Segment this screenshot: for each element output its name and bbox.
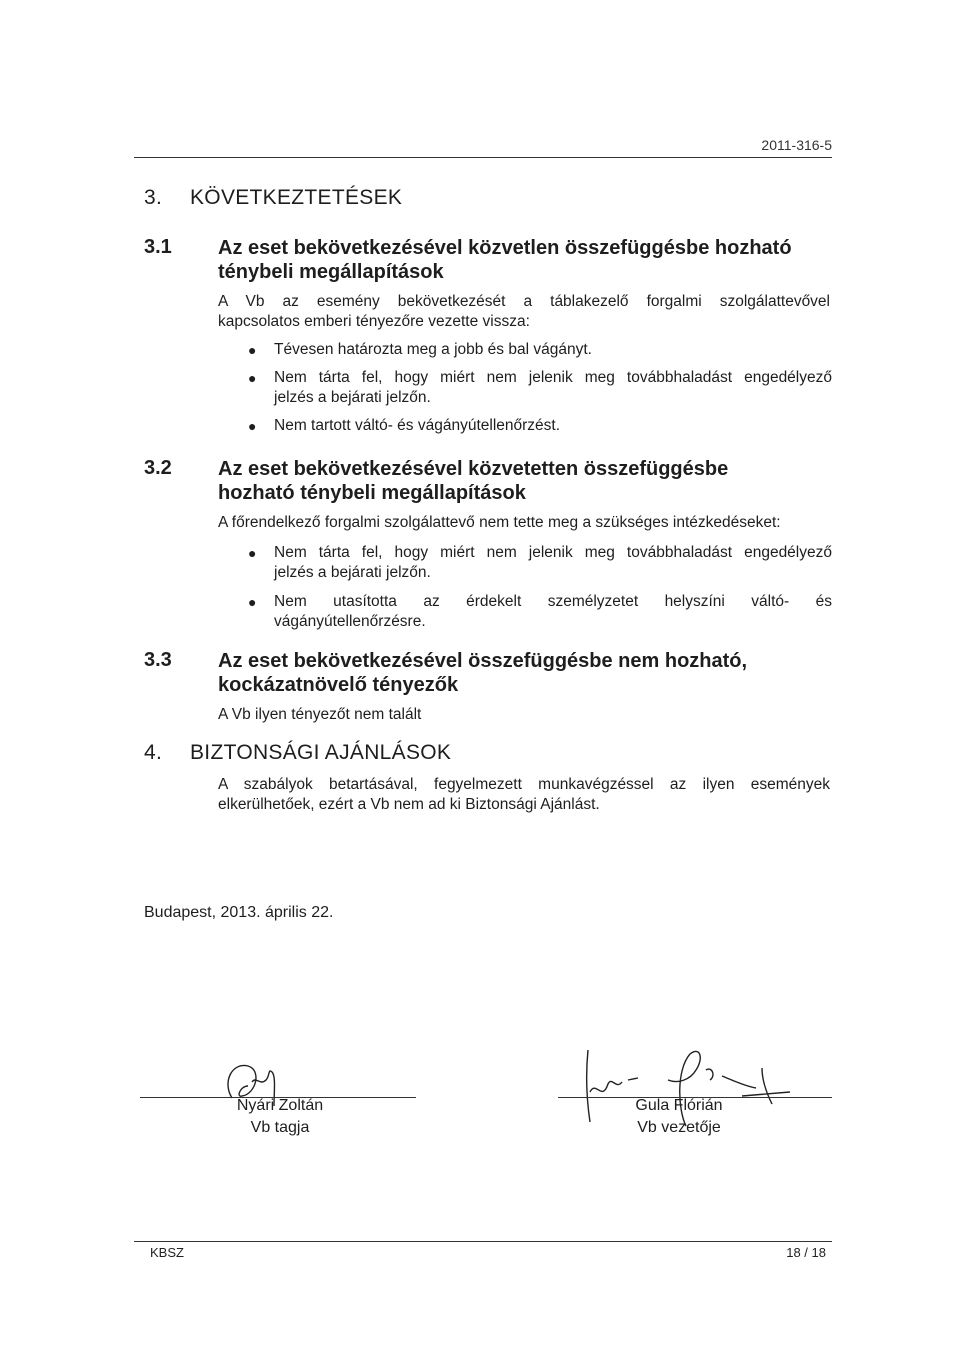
bullet-icon: ● — [248, 418, 257, 434]
list-item-text: Nem tartott váltó- és vágányútellenőrzést. — [274, 417, 561, 434]
bullet-icon: ● — [248, 370, 257, 386]
section-3-2-bullet-list — [248, 543, 832, 642]
list-item-text: Nem tárta fel, hogy miért nem jelenik meg továbbhaladást engedélyező — [274, 544, 832, 561]
section-3-number: 3. — [144, 186, 163, 209]
section-3-1-title-line1: Az eset bekövetkezésével közvetlen összefüggésbe hozható — [218, 237, 792, 259]
section-3-2-title — [218, 457, 838, 505]
section-3-3-title-line2: kockázatnövelő tényezők — [218, 674, 459, 696]
footer-org: KBSZ — [150, 1245, 184, 1260]
signature-1-role: Vb tagja — [250, 1119, 310, 1136]
section-3-1-intro-line1: A Vb az esemény bekövetkezését a táblakezelő forgalmi szolgálattevővel — [218, 293, 830, 310]
signature-1-name: Nyári Zoltán — [236, 1097, 324, 1114]
list-item — [248, 340, 832, 360]
signature-2-role: Vb vezetője — [637, 1119, 721, 1136]
section-4-text — [218, 775, 830, 815]
page-number: 18 / 18 — [786, 1245, 826, 1260]
footer-rule — [134, 1241, 832, 1242]
bullet-icon: ● — [248, 342, 257, 358]
place-date: Budapest, 2013. április 22. — [144, 904, 334, 921]
bullet-icon: ● — [248, 545, 257, 561]
signature-1-block — [180, 1095, 380, 1139]
list-item-text: Tévesen határozta meg a jobb és bal vágányt. — [274, 341, 592, 358]
section-3-3-text: A Vb ilyen tényezőt nem talált — [218, 706, 422, 723]
list-item — [248, 368, 832, 408]
section-3-1-number: 3.1 — [144, 236, 172, 258]
header-rule — [134, 157, 832, 158]
section-3-title: KÖVETKEZTETÉSEK — [190, 186, 403, 209]
section-4-text-line2: elkerülhetőek, ezért a Vb nem ad ki Biztonsági Ajánlást. — [218, 796, 600, 813]
section-3-2-number: 3.2 — [144, 457, 172, 479]
section-3-1-title-line2: ténybeli megállapítások — [218, 261, 444, 283]
list-item-text: Nem tárta fel, hogy miért nem jelenik meg továbbhaladást engedélyező — [274, 369, 832, 386]
document-number: 2011-316-5 — [761, 137, 832, 153]
signature-2-block — [594, 1095, 764, 1139]
section-3-1-bullet-list — [248, 340, 832, 446]
list-item-text-line2: jelzés a bejárati jelzőn. — [274, 564, 431, 581]
list-item — [248, 416, 832, 436]
section-3-1-intro-line2: kapcsolatos emberi tényezőre vezette vissza: — [218, 313, 530, 330]
list-item-text-line2: jelzés a bejárati jelzőn. — [274, 389, 431, 406]
list-item-text-line2: vágányútellenőrzésre. — [274, 613, 426, 630]
section-3-heading — [144, 186, 544, 212]
signature-2-name: Gula Flórián — [635, 1097, 723, 1114]
section-3-2-title-line1: Az eset bekövetkezésével közvetetten összefüggésbe — [218, 458, 729, 480]
list-item — [248, 592, 832, 632]
section-4-text-line1: A szabályok betartásával, fegyelmezett munkavégzéssel az ilyen események — [218, 776, 830, 793]
section-4-title: BIZTONSÁGI AJÁNLÁSOK — [190, 741, 452, 764]
section-4-heading — [144, 741, 604, 767]
section-3-1-title — [218, 236, 838, 284]
bullet-icon: ● — [248, 594, 257, 610]
section-3-1-intro — [218, 292, 830, 332]
list-item-text: Nem utasította az érdekelt személyzetet helyszíni váltó- és — [274, 593, 832, 610]
section-3-3-number: 3.3 — [144, 649, 172, 671]
section-3-3-title — [218, 649, 838, 697]
section-3-3-title-line1: Az eset bekövetkezésével összefüggésbe nem hozható, — [218, 650, 748, 672]
list-item — [248, 543, 832, 583]
section-3-2-intro: A főrendelkező forgalmi szolgálattevő nem tette meg a szükséges intézkedéseket: — [218, 514, 781, 531]
section-3-2-title-line2: hozható ténybeli megállapítások — [218, 482, 526, 504]
section-4-number: 4. — [144, 741, 163, 764]
